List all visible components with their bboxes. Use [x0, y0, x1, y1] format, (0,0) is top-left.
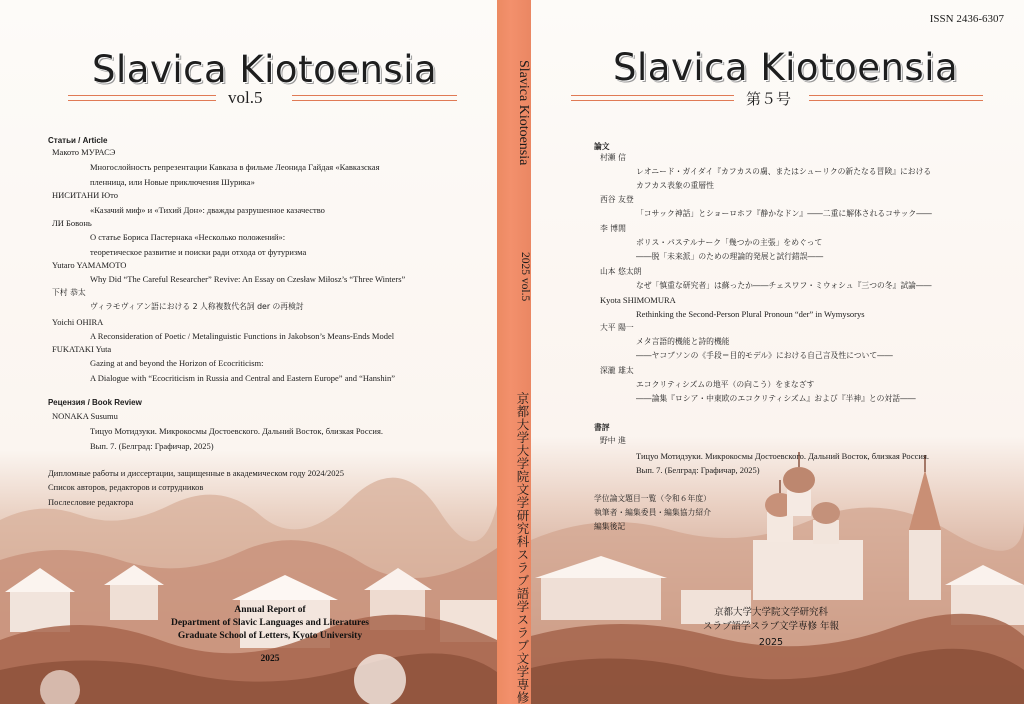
back-review-author: NONAKA Susumu [52, 411, 118, 421]
front-article-6-author: 大平 陽一 [600, 323, 634, 332]
back-article-4-title-1: Why Did “The Careful Researcher” Revive: An Essay on Czesław Miłosz’s “Three Winters” [90, 274, 406, 284]
back-review-title-1: Тицуо Мотидзуки. Микрокосмы Достоевского. Дальний Восток, близкая Россия. [90, 426, 383, 436]
front-article-2-title-1: 「コサック神話」とショーロホフ『静かなドン』――二重に解体されるコサック―― [636, 209, 932, 218]
back-article-3-title-1: О статье Бориса Пастернака «Несколько положений»: [90, 232, 286, 242]
front-article-2-author: 西谷 友登 [600, 195, 634, 204]
front-title-rule-left [571, 95, 734, 101]
back-article-4-author: Yutaro YAMAMOTO [52, 260, 127, 270]
back-article-5-title-1: ヴィラモヴィアン語における 2 人称複数代名詞 der の再検討 [90, 302, 304, 311]
front-journal-title: Slavica Kiotoensia [613, 46, 959, 89]
back-article-1-title-2: пленница, или Новые приключения Шурика» [90, 177, 255, 187]
back-extra-afterword: Послесловие редактора [48, 497, 134, 507]
front-review-title-2: Вып. 7. (Белград: Графичар, 2025) [636, 465, 760, 475]
back-imprint-line-1: Annual Report of [234, 605, 306, 615]
front-article-7-title-1: エコクリティシズムの地平（の向こう）をまなざす [636, 380, 815, 389]
back-article-1-author: Макото МУРАСЭ [52, 147, 116, 157]
back-imprint [150, 604, 390, 666]
back-extra-contributors: Список авторов, редакторов и сотрудников [48, 482, 204, 492]
front-article-6-title-1: メタ言語的機能と詩的機能 [636, 337, 730, 346]
front-article-4-author: 山本 悠太朗 [600, 267, 642, 276]
front-article-1-title-1: レオニード・ガイダイ『カフカスの虜、またはシューリクの新たなる冒険』における [636, 167, 932, 176]
front-extra-theses: 学位論文題目一覧（令和６年度） [594, 494, 711, 503]
front-volume: 第５号 [746, 90, 792, 108]
back-article-1-title-1: Многослойность репрезентации Кавказа в фильме Леонида Гайдая «Кавказская [90, 162, 380, 172]
back-articles-heading: Статьи / Article [48, 136, 108, 145]
front-imprint [671, 606, 871, 650]
front-review-author: 野中 進 [600, 436, 626, 445]
issn: ISSN 2436-6307 [929, 13, 1004, 25]
back-imprint-line-3: Graduate School of Letters, Kyoto University [177, 631, 363, 641]
back-article-7-author: FUKATAKI Yuta [52, 344, 112, 354]
front-imprint-line-2: スラブ語学スラブ文学専修 年報 [702, 621, 840, 632]
spine-department: 京都大学大学院文学研究科スラブ語学スラブ文学専修 [515, 392, 530, 704]
back-review-title-2: Вып. 7. (Белград: Графичар, 2025) [90, 441, 214, 451]
back-article-3-title-2: теоретическое развитие и поиски ради отхода от футуризма [90, 247, 307, 257]
back-imprint-year: 2025 [260, 654, 280, 664]
front-title-rule-right [809, 95, 983, 101]
back-imprint-line-2: Department of Slavic Languages and Literatures [171, 618, 369, 628]
spine-year-volume: 2025 vol.5 [519, 252, 531, 302]
spine-title: Slavica Kiotoensia [516, 60, 531, 166]
front-extra-contributors: 執筆者・編集委員・編集協力紹介 [594, 508, 711, 517]
back-reviews-heading: Рецензия / Book Review [48, 398, 142, 407]
front-article-5-title-1: Rethinking the Second-Person Plural Pronoun “der” in Wymysorys [636, 309, 865, 319]
back-article-7-title-2: A Dialogue with “Ecocriticism in Russia and Central and Eastern Europe” and “Hanshin” [90, 373, 395, 383]
spine [497, 0, 531, 704]
back-article-7-title-1: Gazing at and beyond the Horizon of Ecocriticism: [90, 358, 264, 368]
front-article-3-title-2: ――脱「未来派」のための理論的発展と試行錯誤―― [636, 252, 824, 261]
back-article-3-author: ЛИ Бовонь [52, 218, 92, 228]
back-extra-theses: Дипломные работы и диссертации, защищенные в академическом году 2024/2025 [48, 468, 345, 478]
back-volume: vol.5 [228, 88, 263, 107]
back-cover [0, 0, 497, 704]
front-imprint-line-1: 京都大学大学院文学研究科 [713, 607, 828, 618]
front-article-3-author: 李 博閒 [600, 224, 626, 233]
back-article-2-author: НИСИТАНИ Юто [52, 190, 118, 200]
front-articles-heading: 論文 [594, 142, 610, 151]
back-article-2-title-1: «Казачий миф» и «Тихий Дон»: дважды разрушенное казачество [90, 205, 325, 215]
front-article-5-author: Kyota SHIMOMURA [600, 295, 676, 305]
front-cover [531, 0, 1024, 704]
front-article-4-title-1: なぜ「慎重な研究者」は蘇ったか――チェスワフ・ミウォシュ『三つの冬』試論―― [636, 281, 932, 290]
front-reviews-heading: 書評 [594, 423, 610, 432]
back-title-rule-right [292, 95, 457, 101]
front-article-7-title-2: ――論集『ロシア・中東欧のエコクリティシズム』および『半神』との対話―― [636, 394, 916, 403]
front-imprint-year: 2025 [758, 637, 784, 648]
back-article-6-author: Yoichi OHIRA [52, 317, 104, 327]
back-article-6-title-1: A Reconsideration of Poetic / Metalinguistic Functions in Jakobson’s Means-Ends Model [90, 331, 395, 341]
front-article-7-author: 深瀧 雄太 [600, 366, 634, 375]
back-title-rule-left [68, 95, 216, 101]
front-article-6-title-2: ――ヤコブソンの《手段＝目的モデル》における自己言及性について―― [636, 351, 893, 360]
front-article-3-title-1: ボリス・パステルナーク「幾つかの主張」をめぐって [636, 238, 823, 247]
front-article-1-author: 村瀬 信 [600, 153, 626, 162]
front-extra-afterword: 編集後記 [594, 522, 626, 531]
back-journal-title: Slavica Kiotoensia [92, 48, 438, 91]
back-article-5-author: 下村 恭太 [52, 288, 86, 297]
front-article-1-title-2: カフカス表象の重層性 [636, 181, 714, 190]
front-review-title-1: Тицуо Мотидзуки. Микрокосмы Достоевского. Дальний Восток, близкая Россия. [636, 451, 929, 461]
